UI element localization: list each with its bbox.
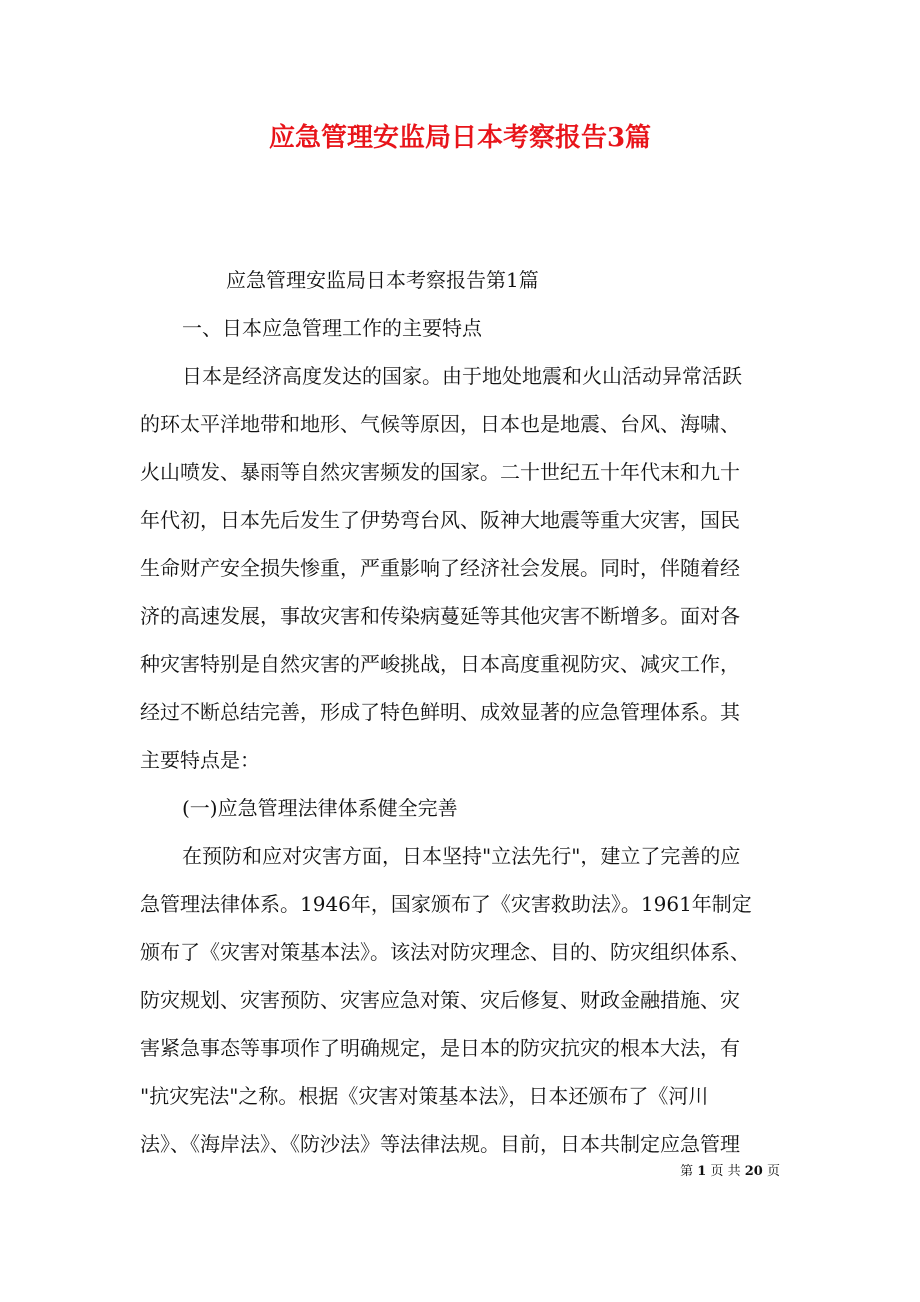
subheading-line: (一)应急管理法律体系健全完善 bbox=[182, 796, 458, 820]
paragraph-line: 济的高速发展，事故灾害和传染病蔓延等其他灾害不断增多。面对各 bbox=[140, 604, 740, 628]
paragraph-line: 急管理法律体系。1946年，国家颁布了《灾害救助法》。1961年制定 bbox=[140, 892, 752, 916]
paragraph-line: 生命财产安全损失惨重，严重影响了经济社会发展。同时，伴随着经 bbox=[140, 556, 740, 580]
page-footer bbox=[680, 1162, 780, 1182]
footer-suffix: 页 bbox=[766, 1164, 780, 1179]
total-page-count: 20 bbox=[744, 1164, 763, 1179]
current-page-number: 1 bbox=[697, 1164, 707, 1179]
paragraph-line: 法》、《海岸法》、《防沙法》等法律法规。目前，日本共制定应急管理 bbox=[140, 1132, 740, 1156]
paragraph-line: 日本是经济高度发达的国家。由于地处地震和火山活动异常活跃 bbox=[182, 364, 742, 388]
paragraph-line: 的环太平洋地带和地形、气候等原因，日本也是地震、台风、海啸、 bbox=[140, 412, 740, 436]
paragraph-line: 主要特点是： bbox=[140, 748, 260, 772]
paragraph-line: 害紧急事态等事项作了明确规定，是日本的防灾抗灾的根本大法，有 bbox=[140, 1036, 740, 1060]
footer-middle: 页 共 bbox=[710, 1164, 741, 1179]
paragraph-line: 种灾害特别是自然灾害的严峻挑战，日本高度重视防灾、减灾工作， bbox=[140, 652, 740, 676]
heading-line: 一、日本应急管理工作的主要特点 bbox=[182, 316, 482, 340]
section-subtitle: 应急管理安监局日本考察报告第1篇 bbox=[226, 268, 539, 292]
paragraph-line: "抗灾宪法"之称。根据《灾害对策基本法》，日本还颁布了《河川 bbox=[140, 1084, 709, 1108]
footer-prefix: 第 bbox=[680, 1164, 694, 1179]
document-title: 应急管理安监局日本考察报告3篇 bbox=[268, 123, 652, 153]
paragraph-line: 火山喷发、暴雨等自然灾害频发的国家。二十世纪五十年代末和九十 bbox=[140, 460, 740, 484]
paragraph-line: 防灾规划、灾害预防、灾害应急对策、灾后修复、财政金融措施、灾 bbox=[140, 988, 740, 1012]
paragraph-line: 在预防和应对灾害方面，日本坚持"立法先行"，建立了完善的应 bbox=[182, 844, 741, 868]
paragraph-line: 经过不断总结完善，形成了特色鲜明、成效显著的应急管理体系。其 bbox=[140, 700, 740, 724]
paragraph-line: 颁布了《灾害对策基本法》。该法对防灾理念、目的、防灾组织体系、 bbox=[140, 940, 750, 964]
paragraph-line: 年代初，日本先后发生了伊势弯台风、阪神大地震等重大灾害，国民 bbox=[140, 508, 740, 532]
